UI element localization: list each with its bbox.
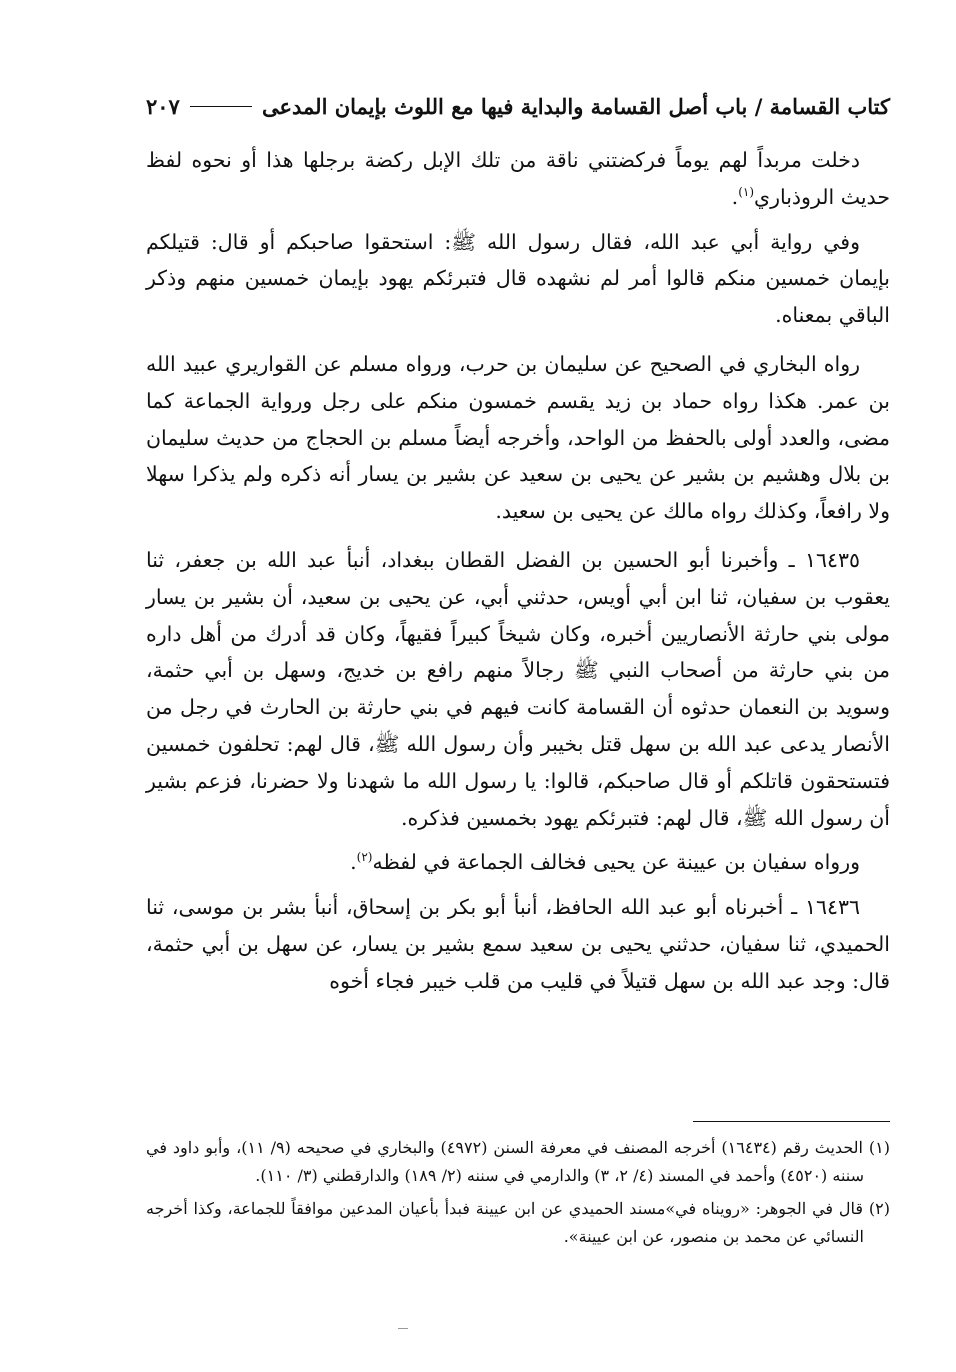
footnote-separator [693, 1121, 890, 1122]
paragraph-tail: . [350, 850, 357, 875]
paragraph-text: ١٦٤٣٦ ـ أخبرناه أبو عبد الله الحافظ، أنبأ أبو بكر بن إسحاق، أنبأ بشر بن موسى، ثنا الحميدي، ثنا سفيان، حدثني يحيى بن سعيد سمع بشير بن يسار، عن سهل بن أبي حثمة، قال: وجد عبد الله بن سهل قتيلاً في قليب من قلب خيبر فجاء أخوه [146, 895, 890, 993]
paragraph-tail: . [731, 184, 739, 209]
paragraph [146, 889, 890, 999]
header-rule [190, 106, 252, 107]
paragraph [146, 224, 890, 334]
running-header [146, 86, 890, 126]
paragraph [146, 346, 890, 530]
paragraph-text: ١٦٤٣٥ ـ وأخبرنا أبو الحسين بن الفضل القطان ببغداد، أنبأ عبد الله بن جعفر، ثنا يعقوب بن سفيان، ثنا ابن أبي أويس، حدثني أبي، عن يحيى بن سعيد، أن بشير بن يسار مولى بني حارثة الأنصاريين أخبره، وكان شيخاً كبيراً فقيهاً، وكان قد أدرك من أهل داره من بني حارثة من أصحاب النبي ﷺ رجالاً منهم رافع بن خديج، وسهل بن أبي حثمة، وسويد بن النعمان حدثوه أن القسامة كانت فيهم في بني حارثة بن الحارث في رجل من الأنصار يدعى عبد الله بن سهل قتل بخيبر وأن رسول الله ﷺ، قال لهم: تحلفون خمسين فتستحقون قاتلكم أو قال صاحبكم، قالوا: يا رسول الله ما شهدنا ولا حضرنا، فزعم بشير أن رسول الله ﷺ، قال لهم: فتبرئكم يهود بخمسين فذكره. [146, 547, 890, 830]
paragraph [146, 142, 890, 216]
paragraph-text: دخلت مربداً لهم يوماً فركضتني ناقة من تلك الإبل ركضة برجلها هذا أو نحوه لفظ حديث الروذباري [146, 148, 890, 209]
footnote: (١) الحديث رقم (١٦٤٣٤) أخرجه المصنف في معرفة السنن (٤٩٧٢) والبخاري في صحيحه (٩/ ١١)، وأبو داود في سننه (٤٥٢٠) وأحمد في المسند (٤/ ٢، ٣) والدارمي في سننه (٢/ ١٨٩) والدارقطني (٣/ ١١٠). [146, 1138, 891, 1185]
header-title: كتاب القسامة / باب أصل القسامة والبداية فيها مع اللوث بإيمان المدعى [261, 93, 890, 119]
main-text [146, 142, 890, 1012]
footnote: (٢) قال في الجوهر: «رويناه في»مسند الحميدي عن ابن عيينة فبدأ بأعيان المدعين موافقاً للجماعة، وكذا أخرجه النسائي عن محمد بن منصور، عن ابن عيينة». [146, 1199, 890, 1246]
footnote-ref[interactable]: (١) [738, 184, 755, 199]
footnote-ref[interactable]: (٢) [356, 850, 373, 865]
paragraph-text: وفي رواية أبي عبد الله، فقال رسول الله ﷺ: استحقوا صاحبكم أو قال: قتيلكم بإيمان خمسين منكم قالوا أمر لم نشهده قال فتبرئكم يهود بإيمان خمسين منهم وذكر الباقي بمعناه. [146, 229, 890, 328]
paragraph-text: رواه البخاري في الصحيح عن سليمان بن حرب، ورواه مسلم عن القواريري عبيد الله بن عمر. هكذا رواه حماد بن زيد يقسم خمسون منكم على رجل ورواية الجماعة كما مضى، والعدد أولى بالحفظ من الواحد، وأخرجه أيضاً مسلم بن الحجاج من حديث سليمان بن بلال وهشيم بن بشير عن يحيى بن سعيد عن بشير بن يسار أنه ذكره ولم يذكرا سهلا ولا رافعاً، وكذلك رواه مالك عن يحيى بن سعيد. [146, 351, 890, 524]
paragraph [146, 542, 890, 836]
paragraph [146, 844, 890, 881]
page-number: ٢٠٧ [146, 93, 180, 119]
paragraph-text: ورواه سفيان بن عيينة عن يحيى فخالف الجماعة في لفظه [372, 850, 860, 875]
footnotes [146, 1134, 890, 1256]
bottom-mark [398, 1328, 408, 1329]
